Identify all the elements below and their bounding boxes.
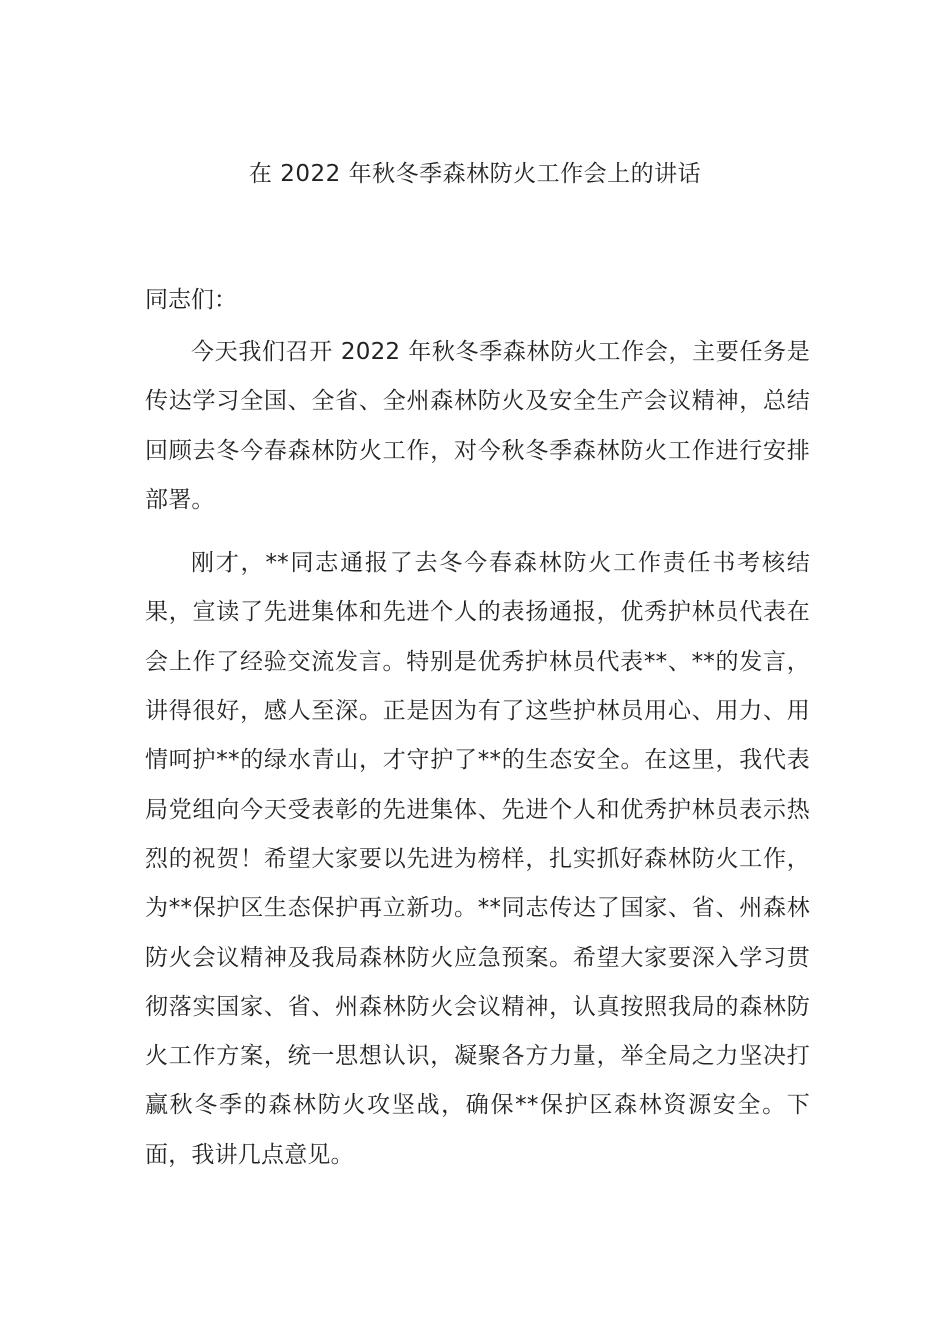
document-body — [145, 280, 810, 1194]
salutation: 同志们： — [145, 287, 237, 313]
paragraph-1: 今天我们召开 2022 年秋冬季森林防火工作会，主要任务是传达学习全国、全省、全州森林防火及安全生产会议精神，总结回顾去冬今春森林防火工作，对今秋冬季森林防火工作进行安排部署。 — [145, 339, 810, 513]
document-title: 在 2022 年秋冬季森林防火工作会上的讲话 — [248, 161, 702, 187]
paragraph-2: 刚才，**同志通报了去冬今春森林防火工作责任书考核结果，宣读了先进集体和先进个人的表扬通报，优秀护林员代表在会上作了经验交流发言。特别是优秀护林员代表**、**的发言，讲得很好，感人至深。正是因为有了这些护林员用心、用力、用情呵护**的绿水青山，才守护了**的生态安全。在这里，我代表局党组向今天受表彰的先进集体、先进个人和优秀护林员表示热烈的祝贺！希望大家要以先进为榜样，扎实抓好森林防火工作，为**保护区生态保护再立新功。**同志传达了国家、省、州森林防火会议精神及我局森林防火应急预案。希望大家要深入学习贯彻落实国家、省、州森林防火会议精神，认真按照我局的森林防火工作方案，统一思想认识，凝聚各方力量，举全局之力坚决打赢秋冬季的森林防火攻坚战，确保**保护区森林资源安全。下面，我讲几点意见。 — [145, 550, 810, 1168]
